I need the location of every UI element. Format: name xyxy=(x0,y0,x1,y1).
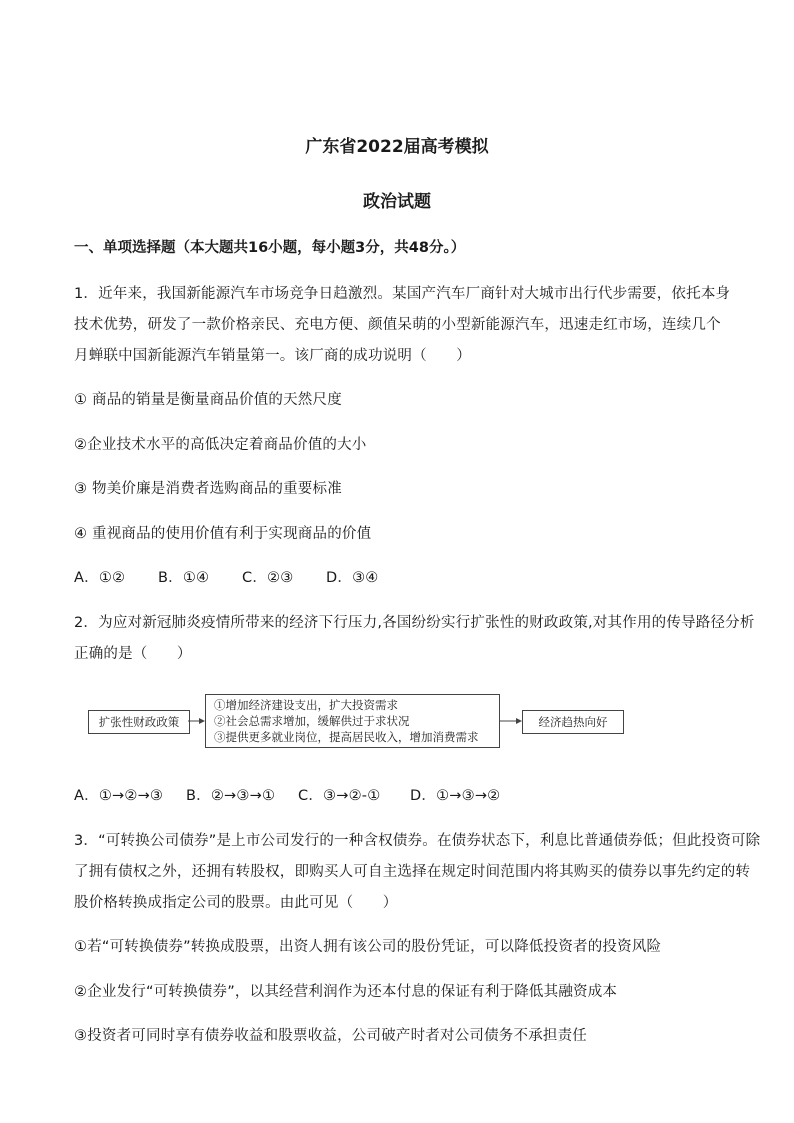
flow-step-1: ①增加经济建设支出，扩大投资需求 xyxy=(214,698,398,712)
q1-stem-line-3: 月蝉联中国新能源汽车销量第一。该厂商的成功说明（ ） xyxy=(74,348,471,364)
q1-item-1: ① 商品的销量是衡量商品价值的天然尺度 xyxy=(74,392,342,408)
q1-option-a: A．①② xyxy=(74,570,126,586)
q1-option-d: D．③④ xyxy=(326,570,379,586)
flow-step-3: ③提供更多就业岗位，提高居民收入，增加消费需求 xyxy=(214,730,479,744)
q2-option-c: C．③→②-① xyxy=(298,788,381,804)
q1-item-4: ④ 重视商品的使用价值有利于实现商品的价值 xyxy=(74,526,372,542)
q1-option-b: B．①④ xyxy=(158,570,210,586)
flow-box-steps xyxy=(205,694,500,748)
q2-stem-line-1: 2．为应对新冠肺炎疫情所带来的经济下行压力,各国纷纷实行扩张性的财政政策,对其作用的传导路径分析 xyxy=(74,615,755,631)
q2-option-a: A．①→②→③ xyxy=(74,788,164,804)
q3-stem-line-3: 股价格转换成指定公司的股票。由此可见（ ） xyxy=(74,895,398,911)
section-heading: 一、单项选择题（本大题共16小题，每小题3分，共48分。） xyxy=(74,240,466,256)
flow-box-policy: 扩张性财政政策 xyxy=(88,710,190,734)
q3-stem-line-1: 3．“可转换公司债券”是上市公司发行的一种含权债券。在债券状态下，利息比普通债券低；但此投资可除 xyxy=(74,833,761,849)
q1-option-c: C．②③ xyxy=(242,570,294,586)
flow-arrow-1 xyxy=(188,715,206,727)
q1-item-3: ③ 物美价廉是消费者选购商品的重要标准 xyxy=(74,481,342,497)
q2-option-d: D．①→③→② xyxy=(410,788,501,804)
flow-step-2: ②社会总需求增加，缓解供过于求状况 xyxy=(214,714,410,728)
q3-item-3: ③投资者可同时享有债券收益和股票收益，公司破产时者对公司债务不承担责任 xyxy=(74,1028,587,1044)
flow-box-result: 经济趋热向好 xyxy=(522,710,624,734)
q2-options xyxy=(74,784,500,805)
q2-option-b: B．②→③→① xyxy=(186,788,276,804)
q1-options xyxy=(74,566,378,587)
q3-item-1: ①若“可转换债券”转换成股票，出资人拥有该公司的股份凭证，可以降低投资者的投资风险 xyxy=(74,939,662,955)
q1-stem-line-2: 技术优势，研发了一款价格亲民、充电方便、颜值呆萌的小型新能源汽车，迅速走红市场，连续几个 xyxy=(74,317,721,333)
q1-item-2: ②企业技术水平的高低决定着商品价值的大小 xyxy=(74,437,367,453)
q3-stem-line-2: 了拥有债权之外，还拥有转股权，即购买人可自主选择在规定时间范围内将其购买的债券以事先约定的转 xyxy=(74,864,751,880)
q1-stem-line-1: 1．近年来，我国新能源汽车市场竞争日趋激烈。某国产汽车厂商针对大城市出行代步需要，依托本身 xyxy=(74,286,731,302)
q2-stem-line-2: 正确的是（ ） xyxy=(74,646,192,662)
flow-arrow-2 xyxy=(500,715,523,727)
page-subtitle: 政治试题 xyxy=(363,192,431,212)
page-title: 广东省2022届高考模拟 xyxy=(305,137,489,157)
q3-item-2: ②企业发行“可转换债券”，以其经营利润作为还本付息的保证有利于降低其融资成本 xyxy=(74,984,618,1000)
